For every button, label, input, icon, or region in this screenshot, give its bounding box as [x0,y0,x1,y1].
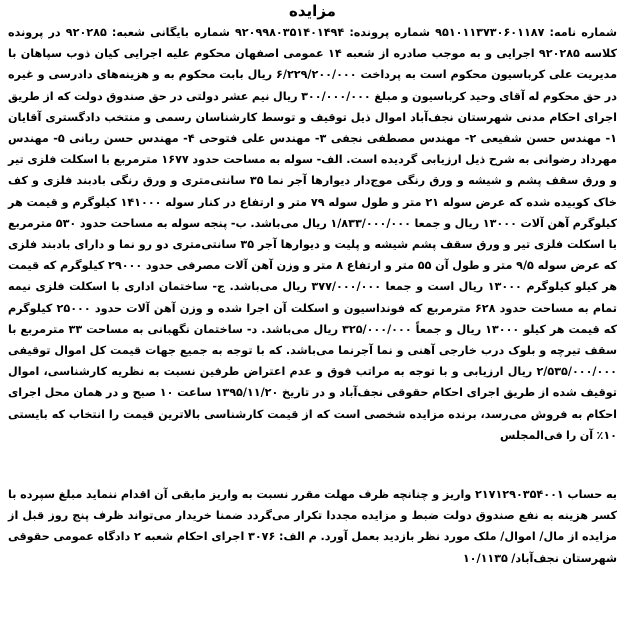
notice-title: مزایده [289,2,336,20]
notice-body: شماره نامه: ۹۵۱۰۱۱۳۷۳۰۶۰۱۱۸۷ شماره پرونده: ۹۲۰۹۹۸۰۳۵۱۴۰۱۴۹۴ شماره بایگانی شعبه: ۹۲۰۲۸۵ در پرونده کلاسه ۹۲۰۲۸۵ اجرایی و به موجب صادره از شعبه ۱۴ عمومی اصفهان محکوم علیه اجرایی کیان ذوب سپاهان با مدیریت علی کرباسیون محکوم است به پرداخت ۶/۲۲۹/۲۰۰/۰۰۰ ریال بابت محکوم به و هزینه‌های دادرسی و غیره در حق محکوم له آقای وحید کرباسیون و مبلغ ۳۰۰/۰۰۰/۰۰۰ ریال نیم عشر دولتی در حق صندوق دولت که از طریق اجرای احکام مدنی شهرستان نجف‌آباد اموال ذیل توقیف و توسط کارشناسان رسمی و منتخب دادگستری آقایان ۱- مهندس حسن شفیعی ۲- مهندس مصطفی نجفی ۳- مهندس علی فتوحی ۴- مهندس حسن ربانی ۵- مهندس مهرداد رضوانی به شرح ذیل ارزیابی گردیده است. الف- سوله به مساحت حدود ۱۶۷۷ مترمربع با اسکلت فلزی تیر و ورق سقف پشم و شیشه و ورق رنگی موج‌دار دیوارها آجر نما ۳۵ سانتی‌متری و ورق رنگی بادبند فلزی و کف خاک کوبیده شده که عرض سوله ۲۱ متر و طول سوله ۷۹ متر و ارتفاع در کنار سوله ۱۴۱۰۰۰ کیلوگرم و قیمت هر کیلوگرم آهن آلات ۱۳۰۰۰ ریال و جمعا ۱/۸۳۳/۰۰۰/۰۰۰ ریال می‌باشد. ب- پنجه سوله به مساحت حدود ۵۳۰ مترمربع با اسکلت فلزی تیر و ورق سقف پشم شیشه و پلیت و دیوارها آجر ۳۵ سانتی‌متری دو رو نما و دارای بادبند فلزی که عرض سوله ۹/۵ متر و طول آن ۵۵ متر و ارتفاع ۸ متر و وزن آهن آلات مصرفی حدود ۲۹۰۰۰ کیلوگرم که قیمت هر کیلو کیلوگرم ۱۳۰۰۰ ریال است و جمعا ۳۷۷/۰۰۰/۰۰۰ ریال می‌باشد. ج- ساختمان اداری با اسکلت فلزی نیمه تمام به مساحت حدود ۶۲۸ مترمربع که فونداسیون و اسکلت آن اجرا شده و وزن آهن آلات حدود ۲۵۰۰۰ کیلوگرم که قیمت هر کیلو ۱۳۰۰۰ ریال و جمعاً ۳۲۵/۰۰۰/۰۰۰ ریال می‌باشد. د- ساختمان نگهبانی به مساحت ۳۳ مترمربع با سقف تیرچه و بلوک درب خارجی آهنی و نما آجرنما می‌باشد. که با توجه به جمیع جهات قیمت کل اموال توقیفی ۲/۵۳۵/۰۰۰/۰۰۰ ریال ارزیابی و با توجه به مراتب فوق و عدم اعتراض طرفین نسبت به نظریه کارشناسی، اموال توقیف شده از طریق اجرای احکام حقوقی نجف‌آباد و در تاریخ ۱۳۹۵/۱۱/۲۰ ساعت ۱۰ صبح و در همان محل اجرای احکام به فروش می‌رسد، برنده مزایده شخصی است که از قیمت کارشناسی بالاترین قیمت را انتخاب که بایستی ۱۰٪ آن را فی‌المجلس [8,26,618,442]
notice-footer: به حساب ۲۱۷۱۲۹۰۳۵۴۰۰۱ واریز و چنانچه ظرف مهلت مقرر نسبت به واریز مابقی آن اقدام ننماید مبلغ سپرده با کسر هزینه به نفع صندوق دولت ضبط و مزایده مجددا تکرار می‌گردد ضمنا خریدار می‌تواند ظرف پنج روز قبل از مزایده از مال/ اموال/ ملک مورد نظر بازدید بعمل آورد. م الف: ۳۰۷۶ اجرای احکام شعبه ۲ دادگاه عمومی حقوقی شهرستان نجف‌آباد/ ۱۰/۱۱۳۵ [8,488,617,565]
paragraph-gap [8,446,617,484]
